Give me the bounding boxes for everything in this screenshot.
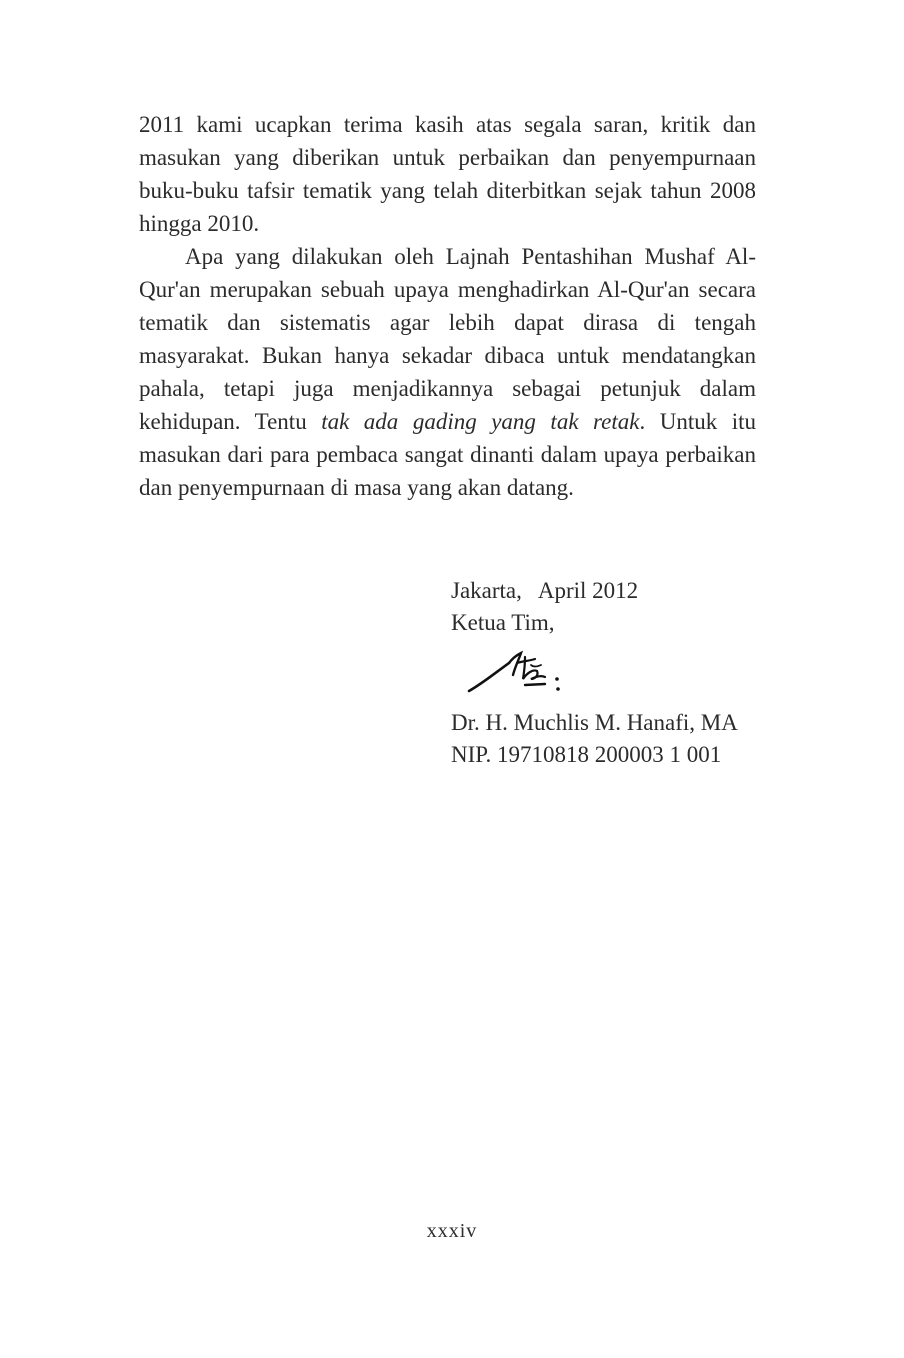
signature-block (451, 575, 771, 771)
signatory-nip: NIP. 19710818 200003 1 001 (451, 742, 722, 767)
paragraph-2-italic-proverb: tak ada gading yang tak retak (321, 409, 640, 434)
place-date: Jakarta, April 2012 (451, 578, 639, 603)
paragraph-2-text-before: Apa yang dilakukan oleh Lajnah Pentashihan Mushaf Al-Qur'an merupakan sebuah upaya menghadirkan Al-Qur'an secara tematik dan sistematis agar lebih dapat dirasa di tengah masyarakat. Bukan hanya sekadar dibaca untuk mendatangkan pahala, tetapi juga menjadikannya sebagai petunjuk dalam kehidupan. Tentu (139, 244, 756, 434)
signatory-role: Ketua Tim, (451, 610, 555, 635)
signatory-name: Dr. H. Muchlis M. Hanafi, MA (451, 710, 738, 735)
body-text (139, 108, 756, 504)
handwritten-signature (465, 649, 575, 701)
page-number: xxxiv (426, 1220, 478, 1242)
paragraph-1: 2011 kami ucapkan terima kasih atas segala saran, kritik dan masukan yang diberikan untuk perbaikan dan penyempurnaan buku-buku tafsir tematik yang telah diterbitkan sejak tahun 2008 hingga 2010. (139, 112, 756, 236)
paragraph-2 (139, 240, 756, 504)
paragraph-2-text-after: . Untuk itu masukan dari para pembaca sangat dinanti dalam upaya perbaikan dan penyempurnaan di masa yang akan datang. (139, 409, 757, 500)
